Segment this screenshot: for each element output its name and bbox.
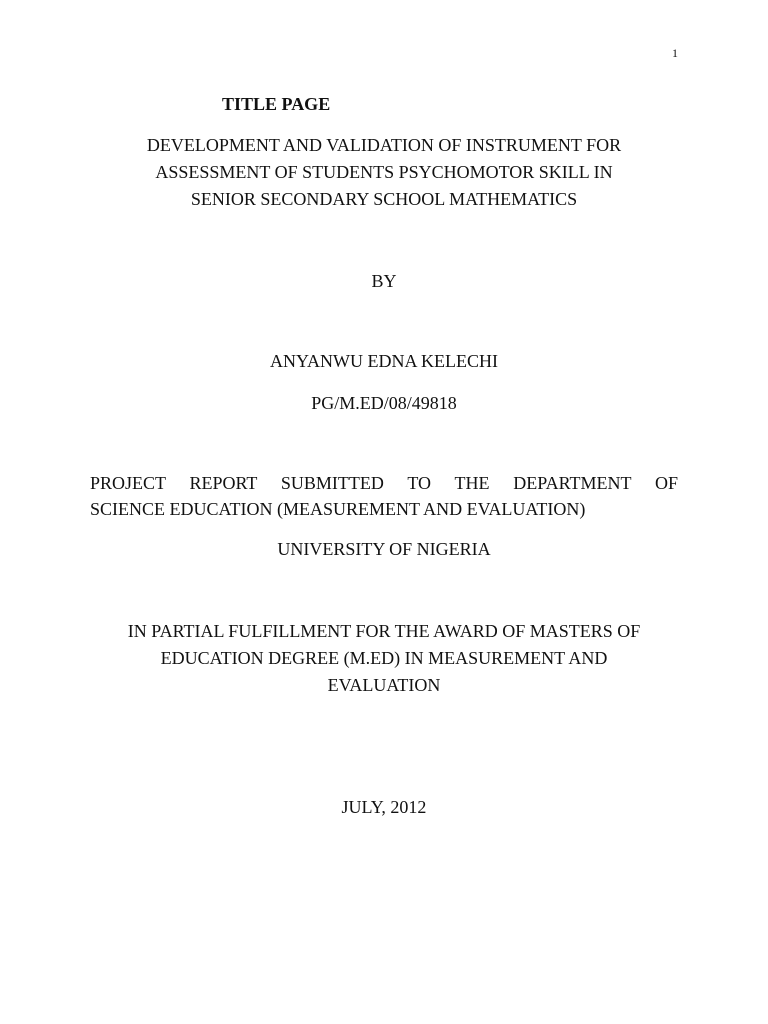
fulfillment-line: EVALUATION (327, 675, 441, 695)
title-line: ASSESSMENT OF STUDENTS PSYCHOMOTOR SKILL IN (155, 162, 613, 182)
title-line: DEVELOPMENT AND VALIDATION OF INSTRUMENT FOR (146, 135, 622, 155)
registration-number: PG/M.ED/08/49818 (311, 393, 457, 413)
submission-date: JULY, 2012 (341, 797, 427, 817)
submission-line: PROJECT REPORT SUBMITTED TO THE DEPARTMENT OF (90, 473, 678, 493)
fulfillment-line: IN PARTIAL FULFILLMENT FOR THE AWARD OF MASTERS OF (127, 621, 641, 641)
by-label: BY (371, 271, 397, 291)
title-line: SENIOR SECONDARY SCHOOL MATHEMATICS (190, 189, 578, 209)
title-page-heading: TITLE PAGE (222, 94, 331, 114)
author-name: ANYANWU EDNA KELECHI (270, 351, 498, 371)
submission-line: SCIENCE EDUCATION (MEASUREMENT AND EVALUATION) (90, 499, 586, 519)
university-name: UNIVERSITY OF NIGERIA (277, 539, 491, 559)
page-number: 1 (672, 46, 678, 60)
fulfillment-line: EDUCATION DEGREE (M.ED) IN MEASUREMENT AND (160, 648, 608, 668)
